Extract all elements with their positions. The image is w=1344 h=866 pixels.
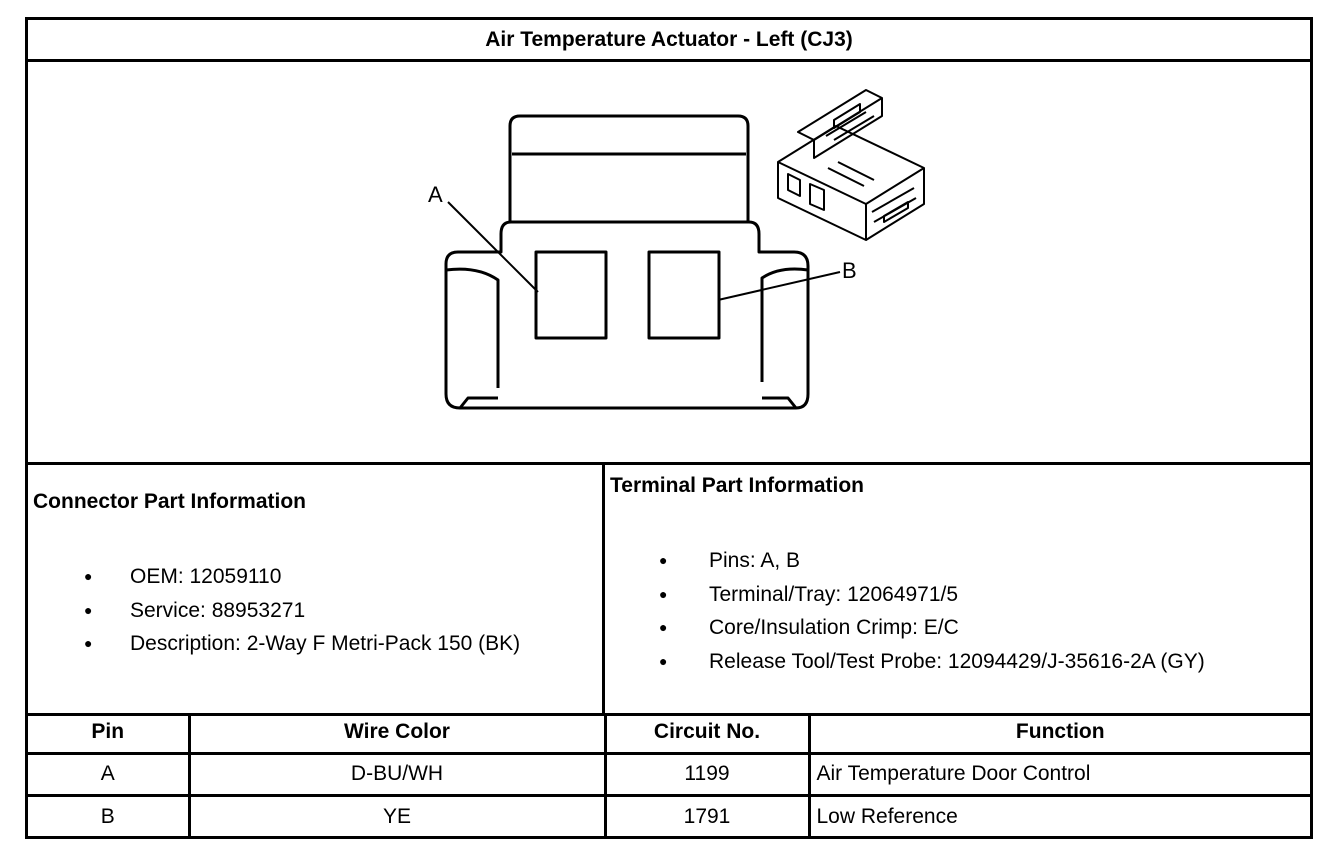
- terminal-info-item: ● Terminal/Tray: 12064971/5: [605, 578, 1205, 612]
- connector-info-item: ● Service: 88953271: [28, 594, 520, 628]
- pin-cell: B: [28, 796, 189, 837]
- left-rail-outline: [446, 269, 498, 388]
- connector-diagram: [28, 62, 1310, 462]
- column-header-pin: Pin: [28, 713, 189, 753]
- sheet-title: Air Temperature Actuator - Left (CJ3): [28, 20, 1310, 62]
- pin-cell: A: [28, 753, 189, 795]
- function-cell: Low Reference: [809, 796, 1310, 837]
- column-header-circuit-no: Circuit No.: [605, 713, 809, 753]
- latch-housing-outline: [510, 116, 748, 222]
- connector-info-item: ● Description: 2-Way F Metri-Pack 150 (BK): [28, 627, 520, 661]
- column-header-wire-color: Wire Color: [189, 713, 605, 753]
- right-rail-outline: [762, 269, 808, 382]
- terminal-info-item: ● Core/Insulation Crimp: E/C: [605, 611, 1205, 645]
- terminal-info-item: ● Release Tool/Test Probe: 12094429/J-35616-2A (GY): [605, 645, 1205, 679]
- part-info-row: [28, 462, 1310, 716]
- column-header-function: Function: [809, 713, 1310, 753]
- function-cell: Air Temperature Door Control: [809, 753, 1310, 795]
- circuit-no-cell: 1199: [605, 753, 809, 795]
- wire-color-cell: YE: [189, 796, 605, 837]
- pin-table-header-row: [28, 713, 1310, 753]
- connector-info-heading: Connector Part Information: [33, 490, 307, 513]
- pin-label-a: A: [428, 182, 443, 207]
- pin-table: [28, 713, 1310, 836]
- table-row: [28, 753, 1310, 795]
- connector-body-outline: [446, 222, 808, 408]
- cavity-a: [536, 252, 606, 338]
- connector-iso-thumbnail: [778, 90, 924, 240]
- terminal-info-list: [605, 544, 1205, 678]
- connector-info-item: ● OEM: 12059110: [28, 560, 520, 594]
- circuit-no-cell: 1791: [605, 796, 809, 837]
- terminal-info-item: ● Pins: A, B: [605, 544, 1205, 578]
- terminal-part-info: [605, 465, 1310, 713]
- callout-line-b: [718, 272, 840, 300]
- terminal-info-heading: Terminal Part Information: [610, 474, 864, 497]
- connector-info-list: [28, 560, 520, 661]
- wire-color-cell: D-BU/WH: [189, 753, 605, 795]
- table-row: [28, 796, 1310, 837]
- connector-face-drawing: [28, 62, 1310, 462]
- pin-label-b: B: [842, 258, 857, 283]
- connector-sheet: [25, 17, 1313, 839]
- connector-part-info: [28, 465, 605, 713]
- cavity-b: [649, 252, 719, 338]
